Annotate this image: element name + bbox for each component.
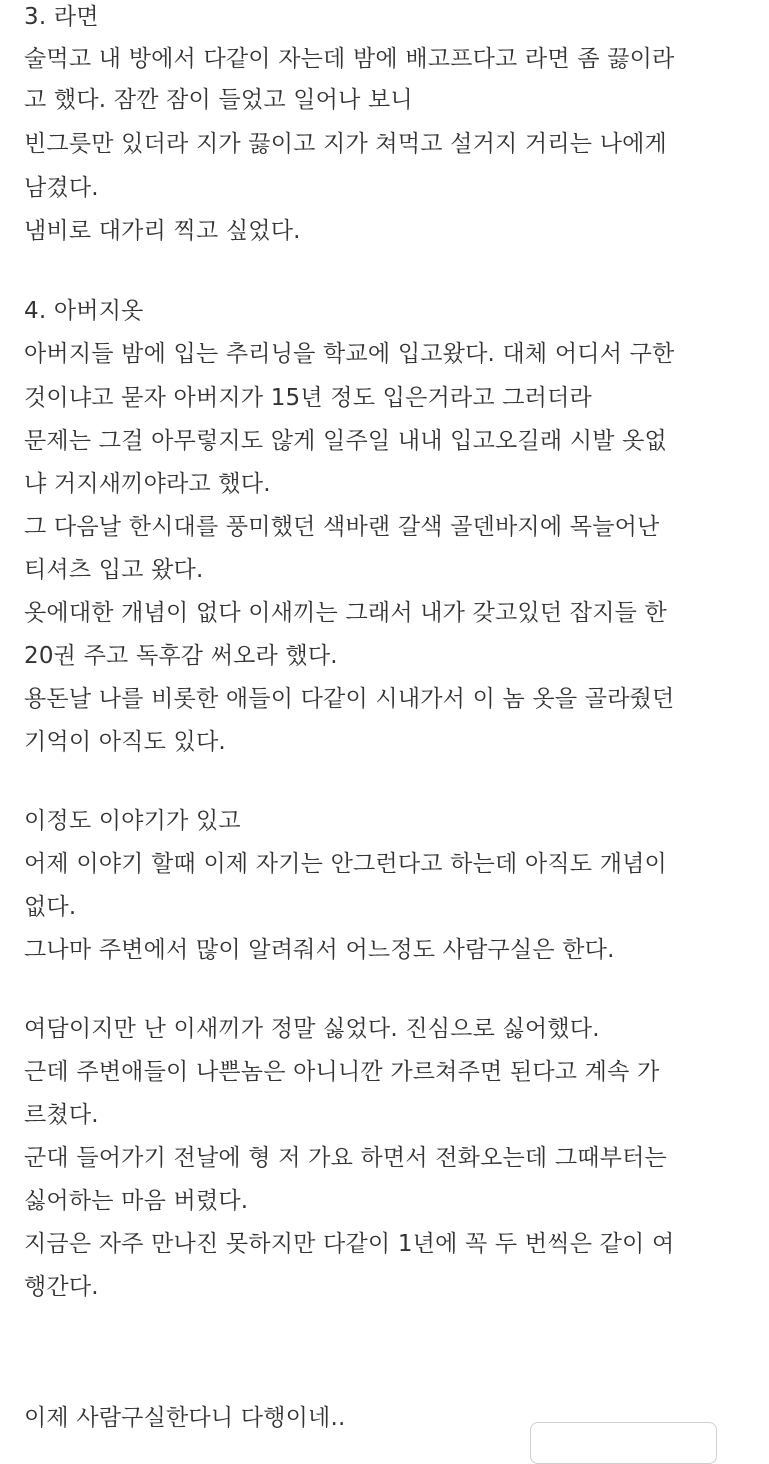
text-line: 티셔츠 입고 왔다. (24, 557, 204, 583)
text-line: 냄비로 대가리 찍고 싶었다. (24, 218, 301, 244)
text-line: 이정도 이야기가 있고 (24, 808, 241, 834)
text-line: 20권 주고 독후감 써오라 했다. (24, 643, 338, 669)
text-line: 여담이지만 난 이새끼가 정말 싫었다. 진심으로 싫어했다. (24, 1016, 600, 1042)
text-line: 남겼다. (24, 175, 99, 201)
text-line: 군대 들어가기 전날에 형 저 가요 하면서 전화오는데 그때부터는 (24, 1145, 667, 1171)
text-line: 빈그릇만 있더라 지가 끓이고 지가 쳐먹고 설거지 거리는 나에게 (24, 131, 667, 157)
text-line: 냐 거지새끼야라고 했다. (24, 471, 271, 497)
text-line: 근데 주변애들이 나쁜놈은 아니니깐 가르쳐주면 된다고 계속 가 (24, 1059, 660, 1085)
text-line: 고 했다. 잠깐 잠이 들었고 일어나 보니 (24, 87, 413, 113)
section-heading-ramen: 3. 라면 (24, 4, 99, 30)
text-line: 지금은 자주 만나진 못하지만 다같이 1년에 꼭 두 번씩은 같이 여 (24, 1231, 675, 1257)
closing-line: 이제 사람구실한다니 다행이네.. (24, 1405, 346, 1431)
text-line: 싫어하는 마음 버렸다. (24, 1188, 249, 1214)
text-line: 술먹고 내 방에서 다같이 자는데 밤에 배고프다고 라면 좀 끓이라 (24, 46, 675, 72)
text-line: 아버지들 밤에 입는 추리닝을 학교에 입고왔다. 대체 어디서 구한 (24, 341, 675, 367)
text-line: 행간다. (24, 1274, 99, 1300)
text-line: 문제는 그걸 아무렇지도 않게 일주일 내내 입고오길래 시발 옷없 (24, 428, 667, 454)
text-line: 기억이 아직도 있다. (24, 729, 226, 755)
section-heading-father-clothes: 4. 아버지옷 (24, 298, 144, 324)
text-line: 없다. (24, 894, 77, 920)
text-line: 그 다음날 한시대를 풍미했던 색바랜 갈색 골덴바지에 목늘어난 (24, 514, 660, 540)
text-line: 르쳤다. (24, 1102, 99, 1128)
text-line: 것이냐고 묻자 아버지가 15년 정도 입은거라고 그러더라 (24, 385, 592, 411)
text-line: 용돈날 나를 비롯한 애들이 다같이 시내가서 이 놈 옷을 골라줬던 (24, 686, 675, 712)
partial-button[interactable] (530, 1422, 717, 1464)
text-line: 옷에대한 개념이 없다 이새끼는 그래서 내가 갖고있던 잡지들 한 (24, 600, 667, 626)
text-line: 그나마 주변에서 많이 알려줘서 어느정도 사람구실은 한다. (24, 937, 615, 963)
text-line: 어제 이야기 할때 이제 자기는 안그런다고 하는데 아직도 개념이 (24, 851, 667, 877)
